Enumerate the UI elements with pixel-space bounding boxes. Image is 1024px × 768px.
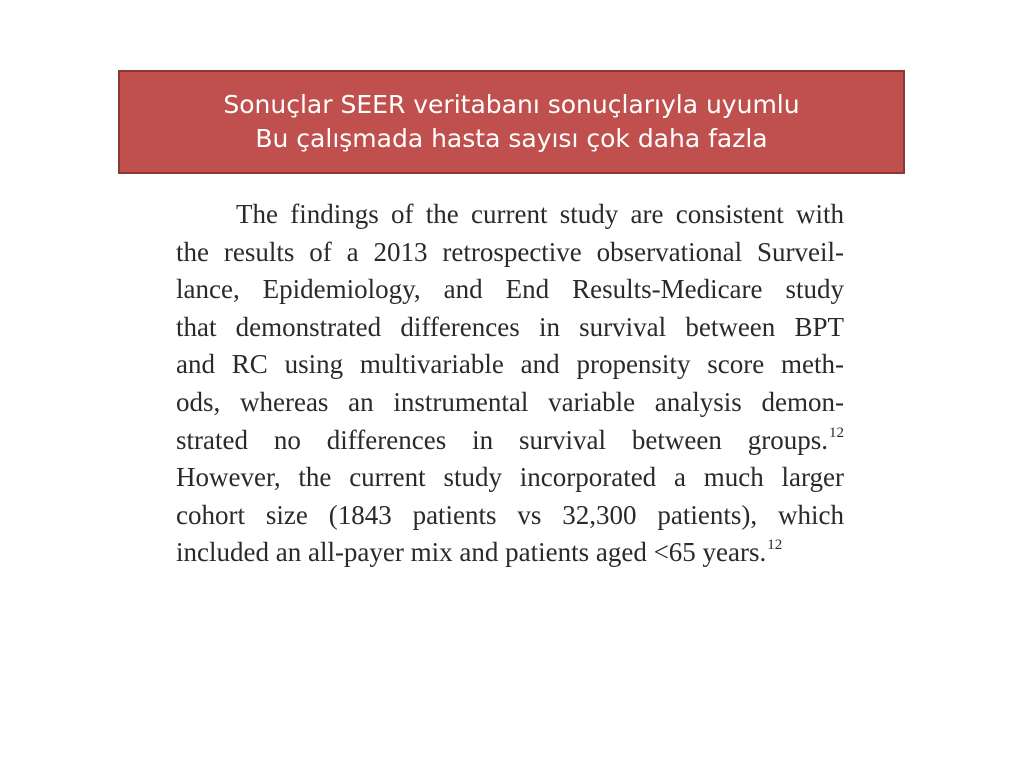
excerpt-line-4: that demonstrated differences in survival between BPT (176, 311, 844, 342)
excerpt-line-7-text: strated no differences in survival between groups. (176, 424, 828, 455)
title-line-2: Bu çalışmada hasta sayısı çok daha fazla (255, 124, 768, 153)
excerpt-line-1: The findings of the current study are consistent with (236, 199, 844, 229)
excerpt-line-10-text: included an all-payer mix and patients aged <65 years. (176, 537, 767, 568)
title-line-1: Sonuçlar SEER veritabanı sonuçlarıyla uyumlu (223, 90, 800, 119)
excerpt-line-7 (176, 422, 844, 460)
excerpt-line-2: the results of a 2013 retrospective observational Surveil- (176, 236, 844, 267)
citation-superscript-2: 12 (767, 537, 783, 554)
excerpt-line-8: However, the current study incorporated a much larger (176, 462, 844, 493)
citation-superscript-1: 12 (829, 424, 844, 441)
excerpt-line-10 (176, 534, 844, 572)
excerpt-line-6: ods, whereas an instrumental variable analysis demon- (176, 386, 844, 417)
excerpt-line-9: cohort size (1843 patients vs 32,300 patients), which (176, 499, 844, 530)
excerpt-line-5: and RC using multivariable and propensity score meth- (176, 349, 844, 380)
title-banner (118, 70, 905, 174)
quoted-paper-excerpt (176, 196, 844, 572)
excerpt-line-3: lance, Epidemiology, and End Results-Medicare study (176, 274, 844, 305)
